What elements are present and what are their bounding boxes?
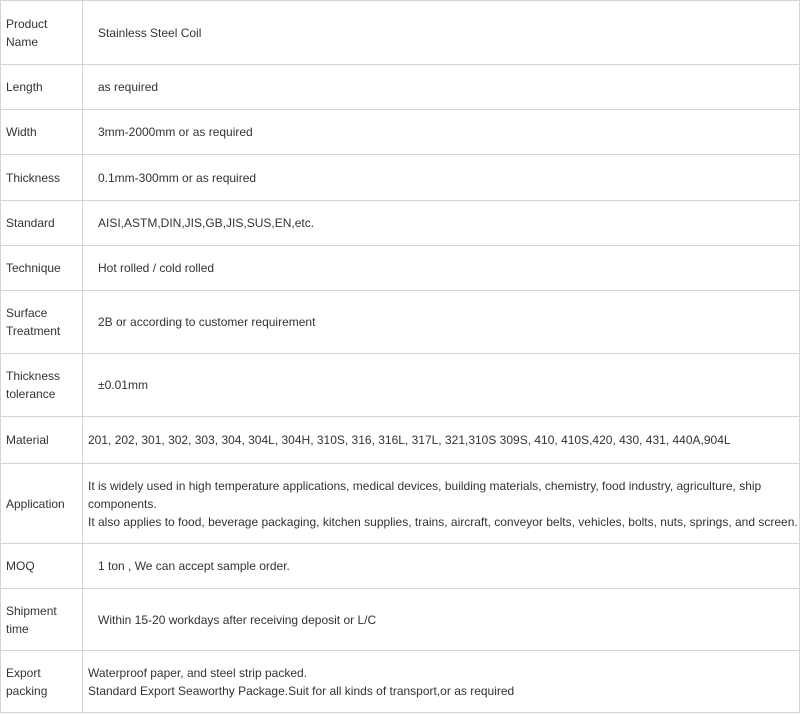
- table-row: [1, 589, 800, 651]
- row-value: [83, 651, 800, 713]
- table-row: [1, 544, 800, 589]
- row-label: Application: [1, 464, 83, 544]
- table-row: [1, 291, 800, 354]
- row-value: 0.1mm-300mm or as required: [83, 155, 800, 201]
- row-label: Export packing: [1, 651, 83, 713]
- row-value-line: It also applies to food, beverage packaging, kitchen supplies, trains, aircraft, conveyor belts, vehicles, bolts, nuts, springs, and screen.: [88, 514, 798, 529]
- row-value-line: Waterproof paper, and steel strip packed.: [88, 665, 308, 680]
- table-row: [1, 417, 800, 464]
- row-label: MOQ: [1, 544, 83, 589]
- row-label: Surface Treatment: [1, 291, 83, 354]
- row-value: 2B or according to customer requirement: [83, 291, 800, 354]
- row-label: Length: [1, 65, 83, 110]
- table-row: [1, 155, 800, 201]
- row-value: 201, 202, 301, 302, 303, 304, 304L, 304H, 310S, 316, 316L, 317L, 321,310S 309S, 410, 410S,420, 430, 431, 440A,904L: [83, 417, 800, 464]
- row-label: Shipment time: [1, 589, 83, 651]
- row-label: Technique: [1, 246, 83, 291]
- table-row: [1, 201, 800, 246]
- row-value: as required: [83, 65, 800, 110]
- row-value: Within 15-20 workdays after receiving deposit or L/C: [83, 589, 800, 651]
- row-value: 3mm-2000mm or as required: [83, 110, 800, 155]
- table-row: [1, 246, 800, 291]
- table-row: [1, 464, 800, 544]
- row-value-line: Standard Export Seaworthy Package.Suit for all kinds of transport,or as required: [88, 683, 515, 698]
- row-label: Width: [1, 110, 83, 155]
- table-row: [1, 354, 800, 417]
- row-label: Standard: [1, 201, 83, 246]
- row-label: Product Name: [1, 1, 83, 65]
- row-label: Material: [1, 417, 83, 464]
- row-value: Hot rolled / cold rolled: [83, 246, 800, 291]
- table-row: [1, 110, 800, 155]
- table-row: [1, 651, 800, 713]
- row-value: 1 ton , We can accept sample order.: [83, 544, 800, 589]
- row-value: AISI,ASTM,DIN,JIS,GB,JIS,SUS,EN,etc.: [83, 201, 800, 246]
- row-value: [83, 464, 800, 544]
- row-value: Stainless Steel Coil: [83, 1, 800, 65]
- row-value: ±0.01mm: [83, 354, 800, 417]
- table-row: [1, 65, 800, 110]
- row-value-line: It is widely used in high temperature applications, medical devices, building materials, chemistry, food industry, agriculture, ship components.: [88, 478, 762, 511]
- row-label: Thickness tolerance: [1, 354, 83, 417]
- table-row: [1, 1, 800, 65]
- row-label: Thickness: [1, 155, 83, 201]
